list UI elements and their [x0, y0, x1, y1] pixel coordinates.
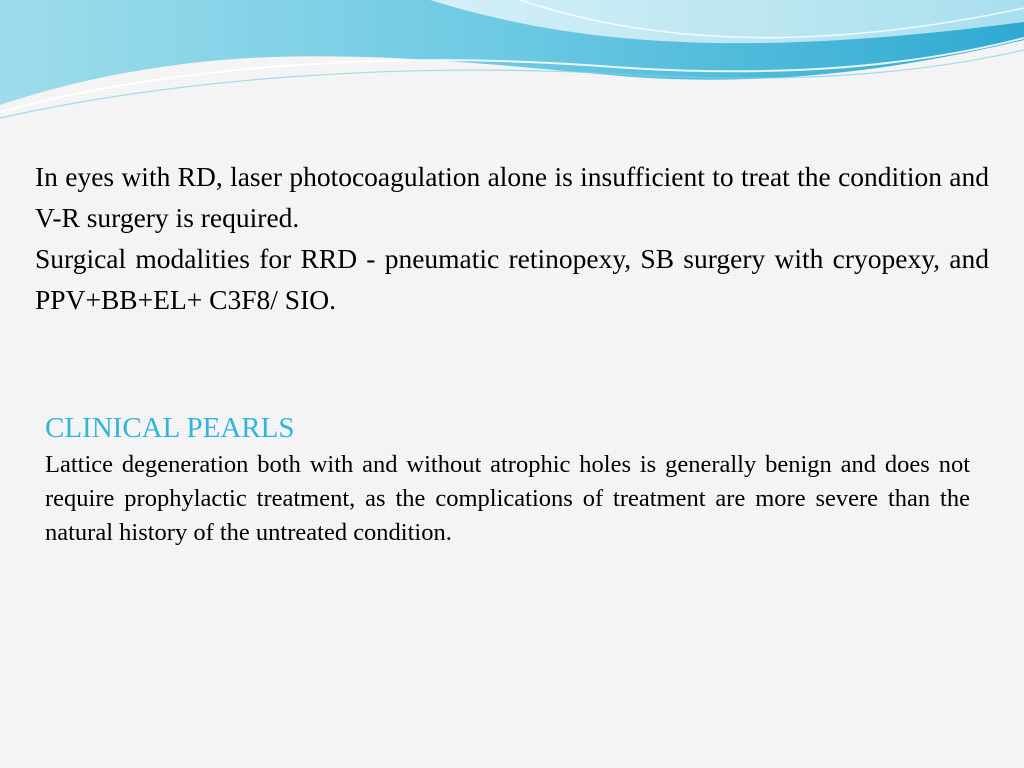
paragraph-surgical-modalities: Surgical modalities for RRD - pneumatic retinopexy, SB surgery with cryopexy, and PPV+BB+EL+ C3F8/ SIO.: [35, 243, 989, 315]
clinical-pearls-body: Lattice degeneration both with and without atrophic holes is generally benign and does not require prophylactic treatment, as the complications of treatment are more severe than the natural history of the untreated condition.: [45, 451, 970, 546]
clinical-pearls-section: [45, 408, 970, 550]
paragraph-rd-laser: In eyes with RD, laser photocoagulation alone is insufficient to treat the condition and V-R surgery is required.: [35, 161, 989, 233]
decorative-wave-header: [0, 0, 1024, 130]
main-text-block: [35, 156, 989, 320]
clinical-pearls-title: CLINICAL PEARLS: [45, 412, 295, 444]
